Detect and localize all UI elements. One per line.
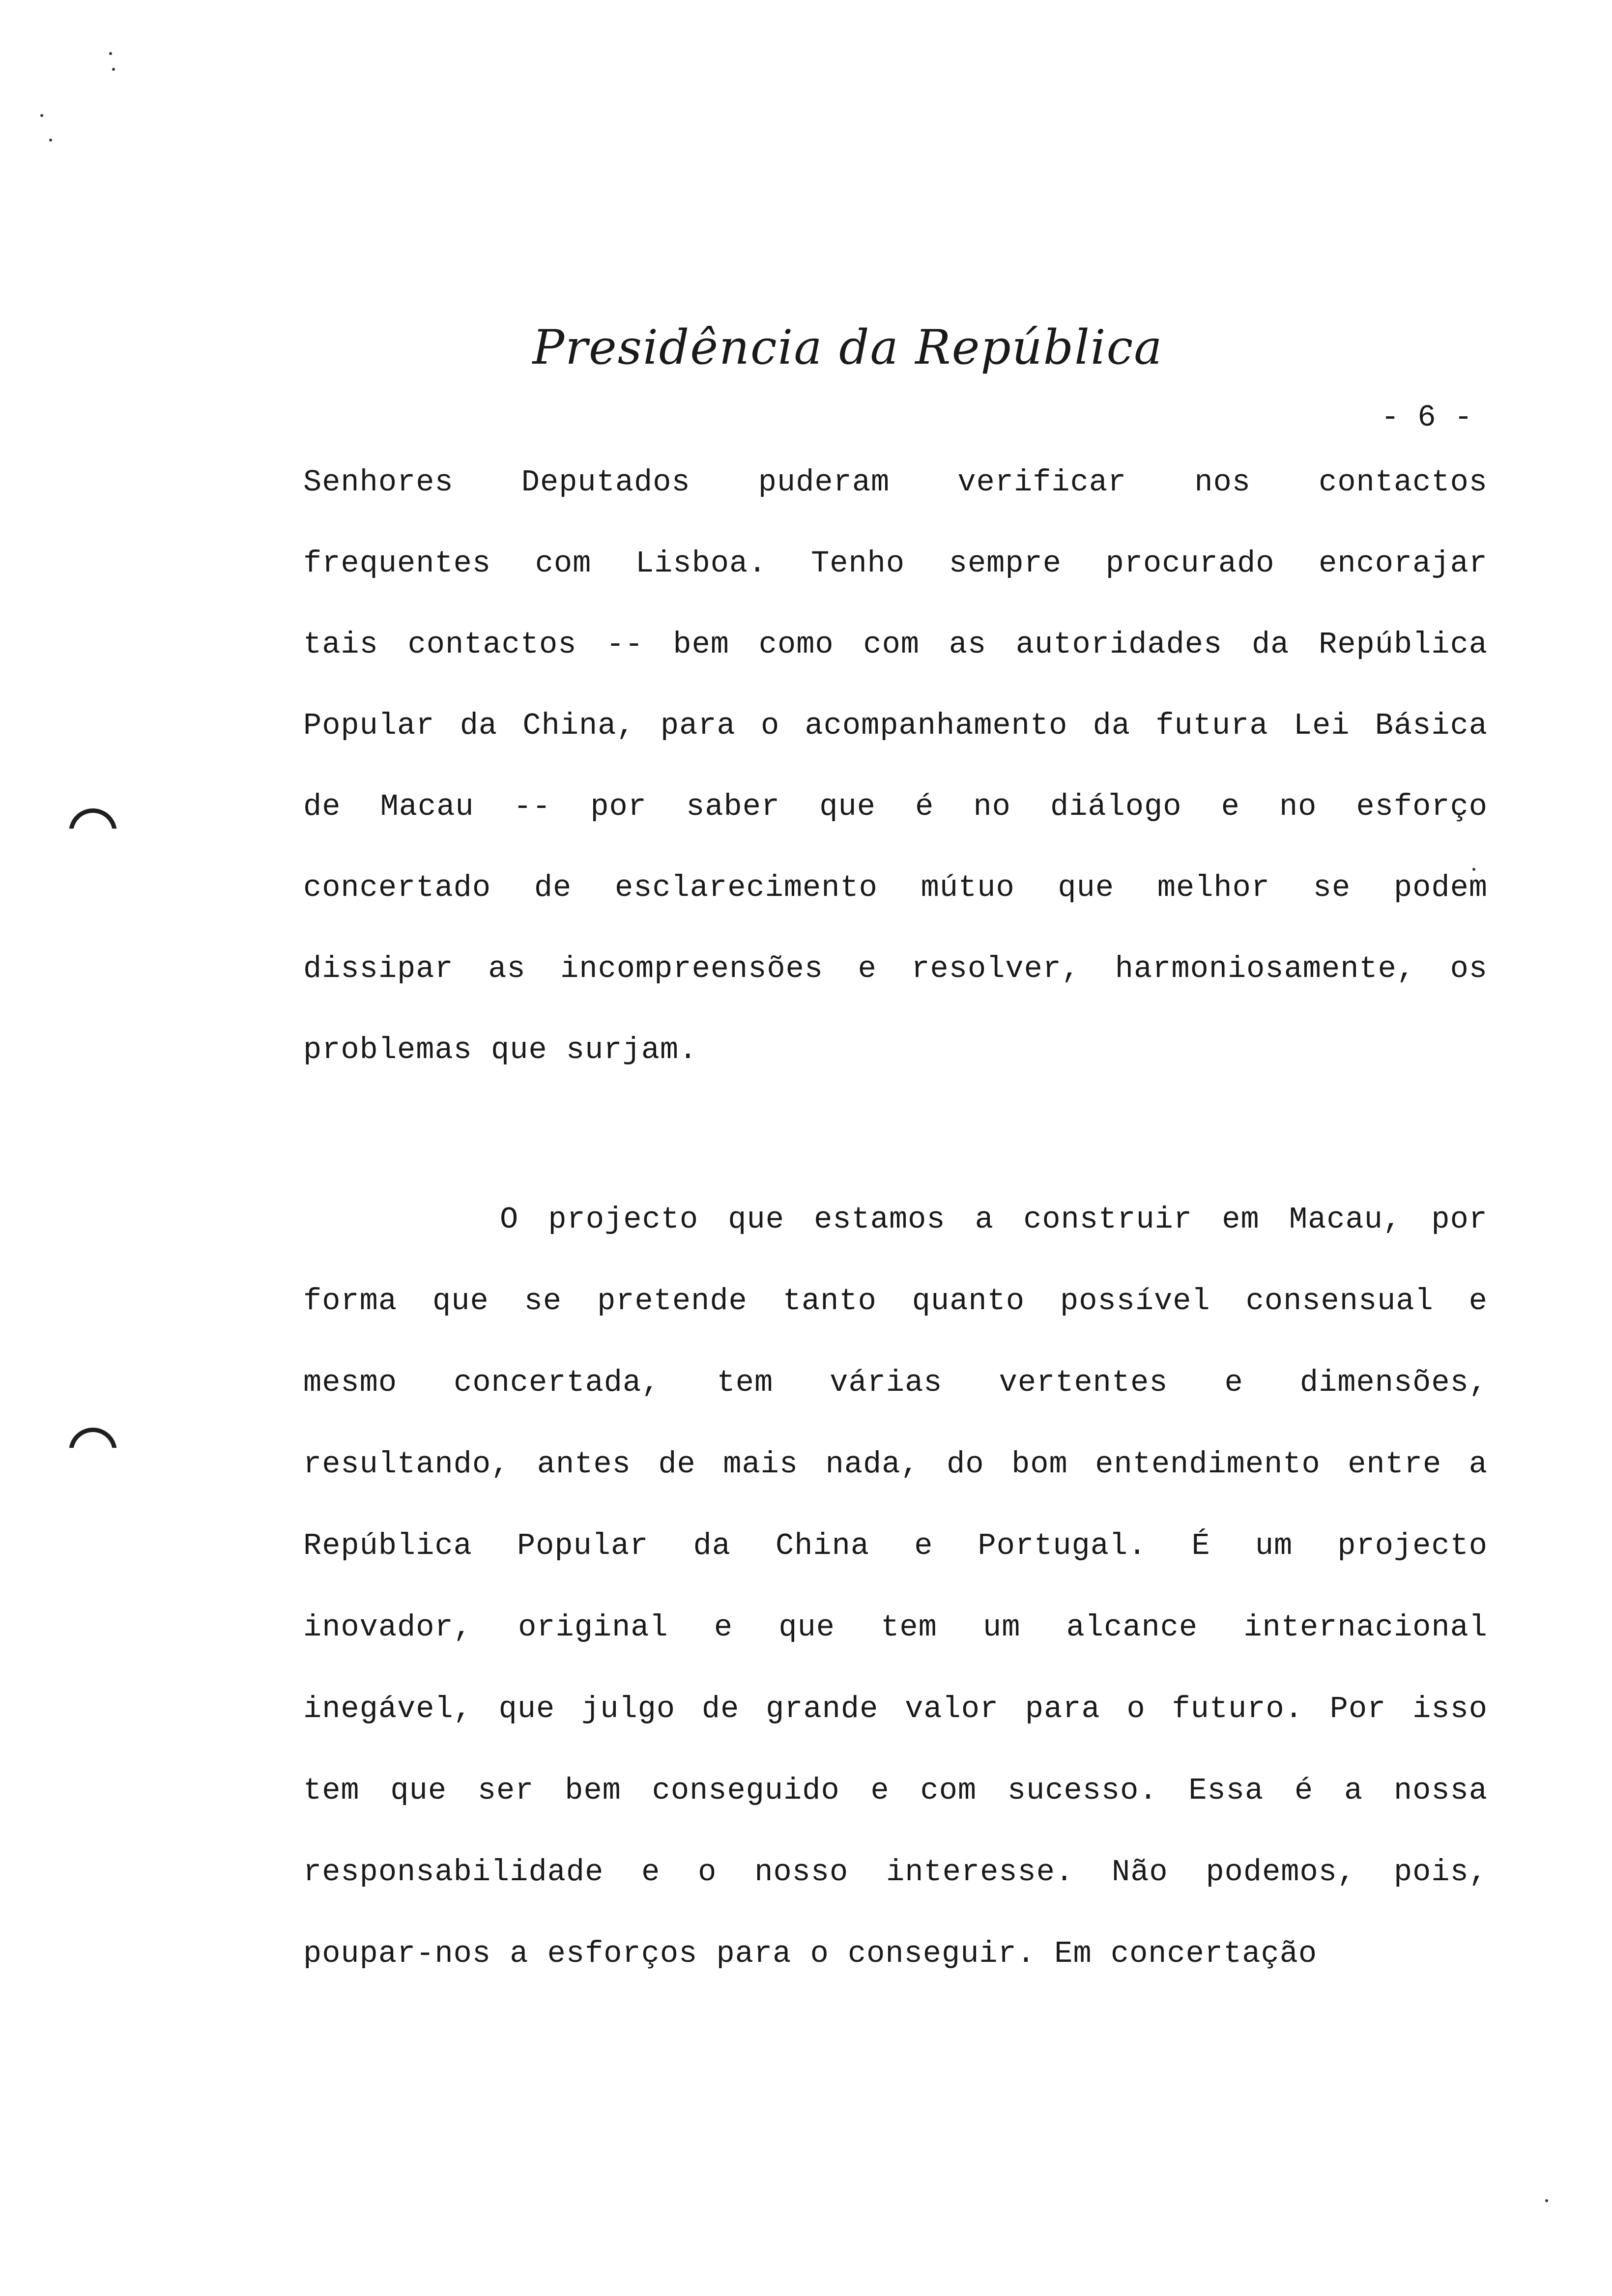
scan-speck bbox=[40, 114, 43, 117]
text-line: República Popular da China e Portugal. É um projecto bbox=[303, 1528, 1488, 1563]
scan-speck bbox=[49, 139, 52, 142]
text-line: O projecto que estamos a construir em Macau, por bbox=[500, 1202, 1488, 1237]
text-line: resultando, antes de mais nada, do bom entendimento entre a bbox=[303, 1447, 1488, 1482]
svg-text:Presidência da República: Presidência da República bbox=[532, 320, 1163, 375]
text-line: Senhores Deputados puderam verificar nos contactos bbox=[303, 465, 1488, 500]
text-line: tem que ser bem conseguido e com sucesso. Essa é a nossa bbox=[303, 1773, 1488, 1808]
text-line: responsabilidade e o nosso interesse. Não podemos, pois, bbox=[303, 1855, 1488, 1890]
text-line: mesmo concertada, tem várias vertentes e dimensões, bbox=[303, 1365, 1488, 1400]
scan-speck bbox=[1545, 2199, 1548, 2202]
punch-hole-mark bbox=[69, 1428, 117, 1476]
text-line: problemas que surjam. bbox=[303, 1033, 698, 1067]
scan-speck bbox=[112, 68, 115, 71]
scan-speck bbox=[109, 52, 112, 55]
text-line: dissipar as incompreensões e resolver, harmoniosamente, os bbox=[303, 951, 1488, 986]
page-number: - 6 - bbox=[1381, 400, 1473, 435]
text-line: Popular da China, para o acompanhamento da futura Lei Básica bbox=[303, 708, 1488, 743]
text-line: poupar-nos a esforços para o conseguir. Em concertação bbox=[303, 1936, 1318, 1971]
text-line: forma que se pretende tanto quanto possível consensual e bbox=[303, 1284, 1488, 1319]
text-line: inegável, que julgo de grande valor para o futuro. Por isso bbox=[303, 1692, 1488, 1726]
text-line: de Macau -- por saber que é no diálogo e no esforço bbox=[303, 789, 1488, 824]
text-line: inovador, original e que tem um alcance internacional bbox=[303, 1610, 1488, 1645]
letterhead-script-logo bbox=[532, 305, 1163, 388]
text-line: frequentes com Lisboa. Tenho sempre procurado encorajar bbox=[303, 546, 1488, 581]
punch-hole-mark bbox=[69, 808, 117, 857]
text-line: concertado de esclarecimento mútuo que melhor se podem bbox=[303, 870, 1488, 905]
text-line: tais contactos -- bem como com as autoridades da República bbox=[303, 627, 1488, 662]
